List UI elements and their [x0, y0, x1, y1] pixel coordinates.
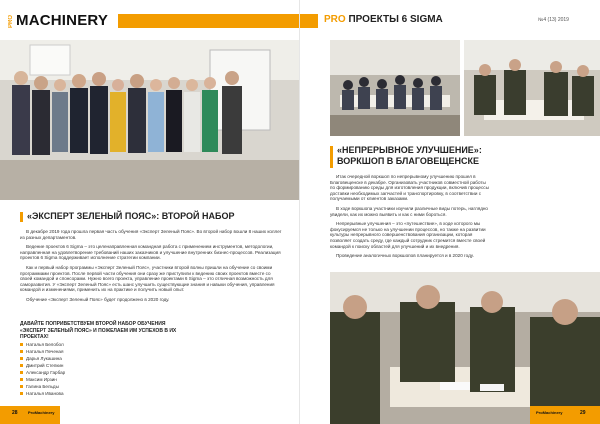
logo-machinery: MACHINERY [16, 12, 109, 29]
workshop-photo-2 [464, 40, 600, 136]
article-body [330, 174, 490, 263]
section-pro: PRO [324, 14, 346, 25]
bullet-icon [20, 371, 23, 374]
workshop-photo-3 [330, 272, 600, 424]
logo-pro: PRO [8, 15, 14, 29]
header-bar [118, 14, 300, 28]
paragraph: Как и первый набор программы «Эксперт Зеленый Пояс», участники второй волны пришли на обучение со своими программами проектов. После первой части обучения они сразу же приступили к ведению своих проектов вместе со своей командой и спонсорами. Нужно всего проекта, управление проектами 6 Sigma – это отличная возможность для саморазвития. У «Эксперт Зеленый Пояс» есть шанс улучшить существующие знания и навыки обучения, управления командой и изменениями, применить их на практике и получить новый опыт. [20, 264, 275, 293]
paragraph: Проведение аналогичных воркшопов планируется и в 2020 году. [336, 253, 474, 259]
bullet-icon [20, 385, 23, 388]
paragraph: В декабре 2019 года прошла первая часть обучения «Эксперт Зеленый Пояс». Во второй набор вошли 8 наших коллег из разных департаментов. [20, 229, 282, 240]
paragraph: Итак очередной воркшоп по непрерывному улучшению прошел в Благовещенске в декабре. Организовать участников совместной работы по формированию среды для изготовления продукции, включив процессы доставки необходимых запчастей и транспортировку, в соответствии с получаемыми от клиентов заказами. [330, 174, 489, 202]
callout-text: ДАВАЙТЕ ПОПРИВЕТСТВУЕМ ВТОРОЙ НАБОР ОБУЧЕНИЯ «ЭКСПЕРТ ЗЕЛЕНЫЙ ПОЯС» И ПОЖЕЛАЕМ ИМ УСПЕХОВ В ИХ ПРОЕКТАХ! [20, 321, 177, 340]
list-item: Максим Ирзин [20, 376, 65, 383]
bullet-icon [20, 364, 23, 367]
heading-line-1: «НЕПРЕРЫВНОЕ УЛУЧШЕНИЕ»: [337, 145, 482, 155]
paragraph: Ведение проектов 6 Sigma – это целенаправленная командная работа с применением инструментов, методологии, направленная на удовлетворение требований наших заказчиков и улучшение внутренних бизнес-процессов. Реализация проектов 6 Sigma поддерживает исполнение стратегии компании. [20, 244, 281, 261]
header-bar-left [300, 14, 318, 28]
right-page [300, 0, 600, 424]
paragraph: Непрерывные улучшения – это «путешествие», в ходе которого мы фокусируемся не только на улучшении процессов, но также на развитии культуры непрерывного совершенствования организации, которая позволяет создать среду, где каждый сотрудник стремится вместе своей командой к поиску областей для улучшений и их внедрения. [330, 221, 486, 249]
page-number: 28 [12, 410, 18, 416]
footer-bar [530, 406, 600, 424]
list-item: Наталья Печеная [20, 348, 65, 355]
bullet-icon [20, 357, 23, 360]
heading-bar [20, 212, 23, 222]
heading-line-2: ВОРКШОП В БЛАГОВЕЩЕНСКЕ [337, 156, 480, 166]
bullet-icon [20, 343, 23, 346]
participant-list [20, 341, 65, 397]
article-body [20, 229, 282, 307]
article-heading: «ЭКСПЕРТ ЗЕЛЕНЫЙ ПОЯС»: ВТОРОЙ НАБОР [27, 211, 235, 221]
issue-number: №4 (13) 2019 [538, 17, 569, 23]
bullet-icon [20, 350, 23, 353]
list-item: Александр Гарбар [20, 369, 65, 376]
paragraph: В ходе воркшопа участники изучили различные виды потерь, наглядно увидели, как их можно выявить и как с ними бороться. [330, 205, 488, 217]
heading-bar [330, 146, 333, 168]
footer-bar [0, 406, 60, 424]
paragraph: Обучение «Эксперт Зеленый Пояс» будет продолжено в 2020 году. [26, 296, 170, 302]
bullet-icon [20, 392, 23, 395]
page-number: 29 [580, 410, 586, 416]
article-heading [337, 145, 482, 167]
footer-brand: ProMachinery [536, 410, 563, 415]
section-name: ПРОЕКТЫ 6 SIGMA [348, 14, 443, 25]
group-photo [0, 40, 300, 200]
list-item: Галина Бельды [20, 383, 65, 390]
list-item: Наталья Белобол [20, 341, 65, 348]
bullet-icon [20, 378, 23, 381]
list-item: Дарья Лукашина [20, 355, 65, 362]
workshop-photo-1 [330, 40, 460, 136]
section-title [324, 14, 443, 25]
list-item: Дмитрий Степкин [20, 362, 65, 369]
footer-brand: ProMachinery [28, 410, 55, 415]
list-item: Наталья Иванова [20, 390, 65, 397]
